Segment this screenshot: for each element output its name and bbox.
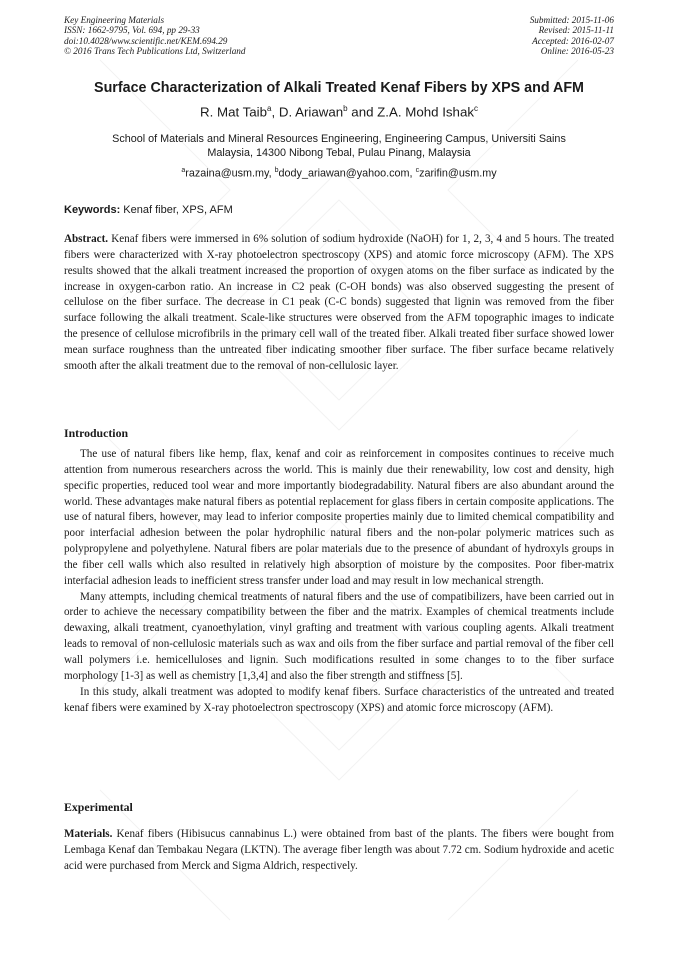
author-1: R. Mat Taib (200, 104, 268, 120)
abstract (64, 232, 614, 375)
paper-title: Surface Characterization of Alkali Treated Kenaf Fibers by XPS and AFM (94, 80, 584, 96)
intro-paragraph-3: In this study, alkali treatment was adopted to modify kenaf fibers. Surface characteristics of the untreated and treated kenaf fibers were examined by X-ray photoelectron spectroscopy (XPS) and atomic force microscopy (AFM). (64, 685, 614, 714)
affiliation-line-2: Malaysia, 14300 Nibong Tebal, Pulau Pinang, Malaysia (207, 147, 471, 160)
online-date: Online: 2016-05-23 (540, 46, 614, 57)
email-c-marker: c (415, 167, 420, 174)
revised-date: Revised: 2015-11-11 (538, 25, 614, 36)
email-a-marker: a (181, 167, 186, 174)
author-list (40, 104, 638, 119)
intro-paragraph-1: The use of natural fibers like hemp, flax, kenaf and coir as reinforcement in composites continues to receive much attention from numerous researchers across the world. This is mainly due their renewability, low cost and density, high specific properties, reduced tool wear and more importantly biodegradability. Natural fibers are also abundant around the world. These advantages make natural fibers as potential replacement for glass fibers in certain composite applications. The use of natural fibers, however, may lead to inferior composite properties mainly due to limited chemical compatibility and poor interfacial adhesion between the polar hydrophilic natural fibers and the non-polar polymeric matrices such as polypropylene and polyethylene. Natural fibers are polar materials due to the presence of abundant of hydroxyls groups in the fiber cell walls which also resulted in relatively high absorption of moisture by the composites. Poor fiber-matrix interfacial adhesion leads to inefficient stress transfer under load and may result in low mechanical strength. (64, 448, 614, 587)
copyright-line: © 2016 Trans Tech Publications Ltd, Switzerland (64, 46, 246, 57)
author-separator-2: and Z.A. Mohd Ishak (347, 104, 474, 120)
affiliation (64, 132, 614, 161)
accepted-date: Accepted: 2016-02-07 (532, 35, 614, 46)
materials-text: Kenaf fibers (Hibisucus cannabinus L.) were obtained from bast of the plants. The fibers were bought from Lembaga Kenaf dan Tembakau Negara (LKTN). The average fiber length was about 7.72 cm. Sodium hydroxide and acetic acid were purchased from Merck and Sigma Aldrich, respectively. (64, 828, 614, 872)
affiliation-line-1: School of Materials and Mineral Resources Engineering, Engineering Campus, Universiti Sains (112, 133, 566, 145)
materials-label: Materials. (64, 828, 113, 840)
publication-dates (530, 15, 614, 57)
email-b-marker: b (274, 167, 279, 174)
author-3-marker: c (474, 104, 478, 113)
author-2-marker: b (343, 104, 348, 113)
experimental-heading: Experimental (64, 800, 133, 814)
journal-name: Key Engineering Materials (64, 15, 165, 25)
issn-line: ISSN: 1662-9795, Vol. 694, pp 29-33 (64, 25, 200, 36)
email-a: razaina@usm.my, (185, 167, 275, 180)
abstract-label: Abstract. (64, 233, 109, 245)
keywords (64, 204, 233, 216)
email-list (40, 167, 638, 180)
introduction-heading: Introduction (64, 426, 129, 440)
keywords-label: Keywords: (64, 204, 121, 216)
keywords-text: Kenaf fiber, XPS, AFM (120, 204, 233, 216)
journal-info (64, 15, 245, 57)
materials-paragraph (64, 827, 614, 875)
email-b: dody_ariawan@yahoo.com, (278, 167, 416, 180)
author-separator-1: , D. Ariawan (271, 104, 344, 120)
doi-line: doi:10.4028/www.scientific.net/KEM.694.29 (64, 35, 228, 46)
intro-paragraph-2: Many attempts, including chemical treatments of natural fibers and the use of compatibilizers, have been carried out in order to achieve the necessary compatibility between the fiber and the matrix. Examples of chemical treatments include dewaxing, alkali treatment, cyanoethylation, vinyl grafting and treatment with various coupling agents. Alkali treatment leads to removal of non-cellulosic materials such as wax and oils from the fiber surface and partial removal of the fiber cell wall polymers i.e. hemicelluloses and lignin. Such modifications resulted in some changes to to the fiber surface morphology [1-3] as well as chemistry [1,3,4] and also the fiber strength and stiffness [5]. (64, 590, 614, 682)
author-1-marker: a (267, 104, 272, 113)
submitted-date: Submitted: 2015-11-06 (529, 15, 614, 25)
email-c: zarifin@usm.my (419, 167, 497, 180)
abstract-text: Kenaf fibers were immersed in 6% solution of sodium hydroxide (NaOH) for 1, 2, 3, 4 and 5 hours. The treated fibers were characterized with X-ray photoelectron spectroscopy (XPS) and atomic force microscopy (AFM). The XPS results showed that the alkali treatment increased the proportion of oxygen atoms on the fiber surface as indicated by the increase in oxygen-carbon ratio. An increase in C2 peak (C-OH bonds) was also observed suggesting the present of cellulose on the fiber surface. The decrease in C1 peak (C-C bonds) suggested that lignin was removed from the fiber surface following the alkali treatment. Scale-like structures were observed from the AFM topographic images to indicate the presence of cellulose microfibrils in the primary cell wall of the treated fiber. Alkali treated fiber surface showed lower mean surface roughness than the untreated fiber indicating smoother fiber surface. The fiber surface became relatively smooth after the alkali treatment due to the removal of non-cellulosic layer. (64, 233, 614, 372)
introduction-body (64, 447, 614, 716)
